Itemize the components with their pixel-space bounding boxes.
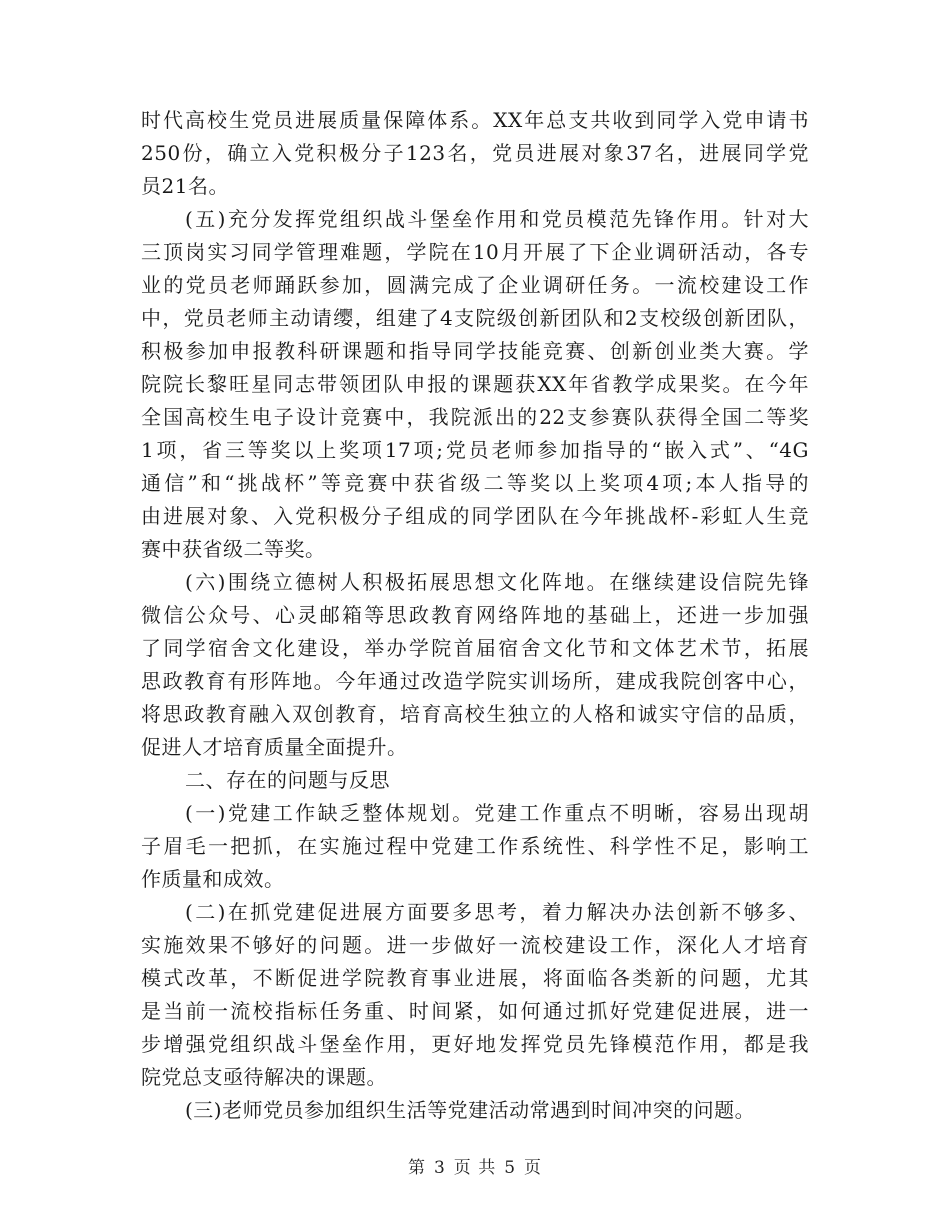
text-line: 实施效果不够好的问题。进一步做好一流校建设工作，深化人才培育 — [141, 933, 809, 957]
text-line: 全国高校生电子设计竞赛中，我院派出的22支参赛队获得全国二等奖 — [141, 405, 809, 429]
text-line: 作质量和成效。 — [141, 867, 285, 891]
text-line: 步增强党组织战斗堡垒作用，更好地发挥党员先锋模范作用，都是我 — [141, 1032, 809, 1056]
text-line: 将思政教育融入双创教育，培育高校生独立的人格和诚实守信的品质， — [141, 702, 809, 726]
text-line: 通信”和“挑战杯”等竞赛中获省级二等奖以上奖项4项;本人指导的 — [141, 471, 809, 495]
text-line: 业的党员老师踊跃参加，圆满完成了企业调研任务。一流校建设工作 — [141, 273, 809, 297]
text-line: (六)围绕立德树人积极拓展思想文化阵地。在继续建设信院先锋 — [185, 570, 809, 594]
footer-current-page: 3 — [433, 1158, 446, 1178]
footer-prefix: 第 — [407, 1158, 426, 1178]
text-line: 赛中获省级二等奖。 — [141, 537, 326, 561]
text-line: 是当前一流校指标任务重、时间紧，如何通过抓好党建促进展，进一 — [141, 999, 809, 1023]
text-line: 思政教育有形阵地。今年通过改造学院实训场所，建成我院创客中心， — [141, 669, 809, 693]
text-line: (二)在抓党建促进展方面要多思考，着力解决办法创新不够多、 — [185, 900, 809, 924]
text-line: 了同学宿舍文化建设，举办学院首届宿舍文化节和文体艺术节，拓展 — [141, 636, 809, 660]
text-line: 由进展对象、入党积极分子组成的同学团队在今年挑战杯-彩虹人生竞 — [141, 504, 809, 528]
footer-suffix: 页 — [524, 1158, 543, 1178]
text-line: (五)充分发挥党组织战斗堡垒作用和党员模范先锋作用。针对大 — [185, 207, 809, 231]
text-line: 院党总支亟待解决的课题。 — [141, 1065, 387, 1089]
text-line: 1项，省三等奖以上奖项17项;党员老师参加指导的“嵌入式”、“4G — [141, 438, 809, 462]
text-line: 子眉毛一把抓，在实施过程中党建工作系统性、科学性不足，影响工 — [141, 834, 809, 858]
text-line: 三顶岗实习同学管理难题，学院在10月开展了下企业调研活动，各专 — [141, 240, 809, 264]
text-line: 积极参加申报教科研课题和指导同学技能竞赛、创新创业类大赛。学 — [141, 339, 809, 363]
footer-mid: 页 共 — [453, 1158, 497, 1178]
text-line: 中，党员老师主动请缨，组建了4支院级创新团队和2支校级创新团队， — [141, 306, 809, 330]
text-line: 促进人才培育质量全面提升。 — [141, 735, 408, 759]
text-line: 模式改革，不断促进学院教育事业进展，将面临各类新的问题，尤其 — [141, 966, 809, 990]
text-line: 员21名。 — [141, 174, 229, 198]
page-footer — [0, 1153, 950, 1178]
text-line: 250份，确立入党积极分子123名，党员进展对象37名，进展同学党 — [141, 141, 809, 165]
text-line: 院院长黎旺星同志带领团队申报的课题获XX年省教学成果奖。在今年 — [141, 372, 809, 396]
text-line: 二、存在的问题与反思 — [185, 768, 390, 792]
document-body — [141, 104, 809, 1127]
text-line: (一)党建工作缺乏整体规划。党建工作重点不明晰，容易出现胡 — [185, 801, 809, 825]
text-line: 时代高校生党员进展质量保障体系。XX年总支共收到同学入党申请书 — [141, 108, 809, 132]
text-line: (三)老师党员参加组织生活等党建活动常遇到时间冲突的问题。 — [185, 1098, 756, 1122]
text-line: 微信公众号、心灵邮箱等思政教育网络阵地的基础上，还进一步加强 — [141, 603, 809, 627]
footer-total-pages: 5 — [504, 1158, 517, 1178]
